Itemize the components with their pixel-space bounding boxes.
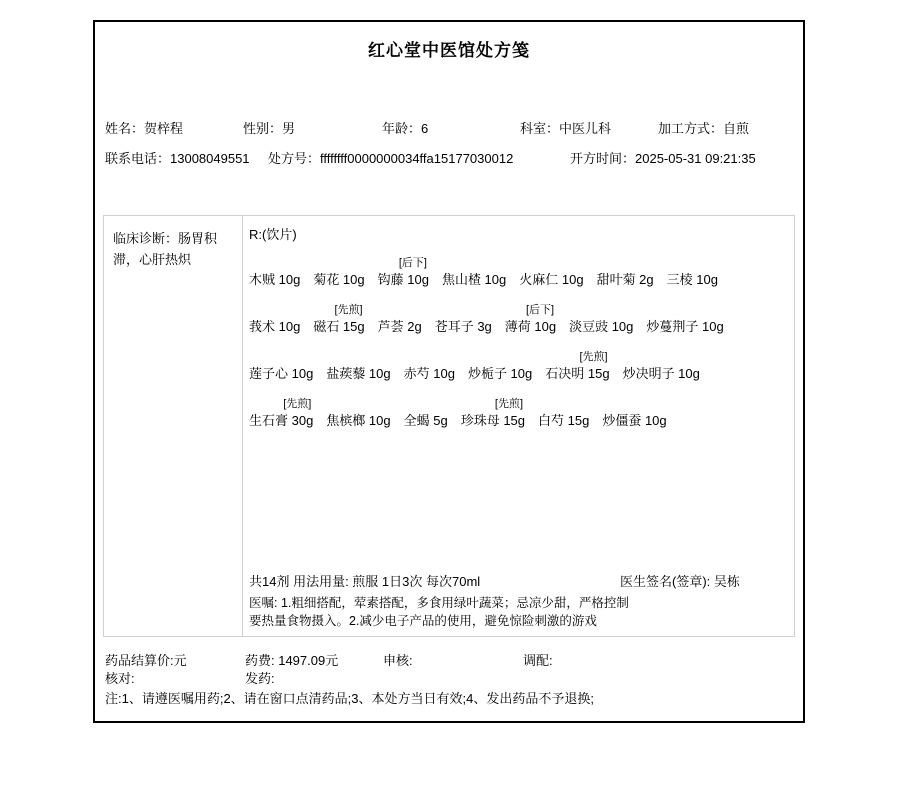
info-rx-number: 处方号：ffffffff0000000034ffa15177030012 xyxy=(268,151,514,166)
herb-item xyxy=(249,303,300,336)
herb-item xyxy=(519,256,583,289)
decoction-tag xyxy=(249,350,313,365)
herb-item xyxy=(435,303,492,336)
decoction-tag xyxy=(468,350,532,365)
decoction-tag: [后下] xyxy=(398,257,427,269)
usage-summary: 共14剂 用法用量: 煎服 1日3次 每次70ml xyxy=(249,574,481,589)
diagnosis-label: 临床诊断： xyxy=(113,231,179,246)
diagnosis-value: 肠胃积滞，心肝热炽 xyxy=(113,231,218,267)
clinical-diagnosis xyxy=(104,216,243,636)
herb-name-dose: 赤芍 10g xyxy=(403,366,455,381)
page-title: 红心堂中医馆处方笺 xyxy=(368,41,530,60)
info-issue-time: 开方时间：2025-05-31 09:21:35 xyxy=(570,151,756,166)
herb-list xyxy=(249,256,790,430)
herb-line xyxy=(249,303,790,336)
herb-name-dose: 炒栀子 10g xyxy=(467,366,533,381)
decoction-tag xyxy=(623,350,700,365)
doctor-signature-name: 吴栋 xyxy=(713,574,740,589)
rx-cell xyxy=(243,216,794,636)
herb-name-dose: 三棱 10g xyxy=(666,272,718,287)
herb-name-dose: 莪术 10g xyxy=(249,319,301,334)
medical-advice: 医嘱: 1.粗细搭配，荤素搭配，多食用绿叶蔬菜；忌凉少甜，严格控制要热量食物摄入。2.减少电子产品的使用，避免惊险刺激的游戏 xyxy=(249,596,629,628)
herb-item xyxy=(461,397,525,430)
decoction-tag xyxy=(326,397,390,412)
prescription-box xyxy=(103,215,795,637)
herb-item xyxy=(313,303,364,336)
herb-item xyxy=(538,397,589,430)
herb-name-dose: 莲子心 10g xyxy=(249,366,314,381)
prescription-sheet xyxy=(93,20,805,723)
decoction-tag xyxy=(569,303,633,318)
decoction-tag xyxy=(646,303,723,318)
herb-item xyxy=(623,350,700,383)
herb-item xyxy=(404,397,448,430)
decoction-tag: [先煎] xyxy=(283,398,312,410)
decoction-tag xyxy=(249,303,300,318)
herb-name-dose: 钩藤 10g xyxy=(377,272,429,287)
decoction-tag xyxy=(519,256,583,271)
decoction-tag xyxy=(313,256,364,271)
decoction-tag: [先煎] xyxy=(334,304,363,316)
doctor-signature xyxy=(620,573,740,591)
settle-settle-price: 药品结算价:元 xyxy=(105,653,187,668)
herb-item xyxy=(667,256,718,289)
herb-name-dose: 白芍 15g xyxy=(538,413,590,428)
herb-line xyxy=(249,256,790,289)
herb-item xyxy=(597,256,654,289)
decoction-tag xyxy=(435,303,492,318)
rx-header: R:(饮片) xyxy=(249,227,297,242)
decoction-tag: [先煎] xyxy=(494,398,524,410)
herb-item xyxy=(468,350,532,383)
herb-name-dose: 石决明 15g xyxy=(545,366,610,381)
herb-name-dose: 盐蒺藜 10g xyxy=(326,366,391,381)
doctor-signature-label: 医生签名(签章): xyxy=(620,574,711,589)
patient-info-row-2 xyxy=(105,150,797,167)
decoction-tag xyxy=(442,256,506,271)
herb-item xyxy=(378,256,429,289)
herb-item xyxy=(602,397,666,430)
herb-name-dose: 焦山楂 10g xyxy=(441,272,507,287)
settlement-row-2 xyxy=(105,670,793,688)
decoction-tag xyxy=(326,350,390,365)
decoction-tag xyxy=(404,350,455,365)
herb-item xyxy=(326,350,390,383)
decoction-tag xyxy=(597,256,654,271)
settlement-section xyxy=(105,652,793,688)
herb-item xyxy=(313,256,364,289)
herb-name-dose: 芦荟 2g xyxy=(377,319,422,334)
herb-name-dose: 苍耳子 3g xyxy=(434,319,492,334)
settle-reviewer: 申核: xyxy=(383,653,413,668)
herb-name-dose: 火麻仁 10g xyxy=(519,272,584,287)
herb-item xyxy=(249,397,313,430)
herb-item xyxy=(505,303,556,336)
herb-name-dose: 磁石 15g xyxy=(313,319,365,334)
decoction-tag: [先煎] xyxy=(579,351,608,363)
herb-name-dose: 菊花 10g xyxy=(313,272,365,287)
herb-name-dose: 焦槟榔 10g xyxy=(326,413,391,428)
info-gender: 性别：男 xyxy=(243,121,296,136)
herb-item xyxy=(249,256,300,289)
info-phone: 联系电话：13008049551 xyxy=(105,151,250,166)
herb-name-dose: 炒僵蚕 10g xyxy=(602,413,667,428)
herb-line xyxy=(249,350,790,383)
decoction-tag xyxy=(404,397,448,412)
herb-item xyxy=(249,350,313,383)
herb-name-dose: 甜叶菊 2g xyxy=(596,272,654,287)
herb-name-dose: 淡豆豉 10g xyxy=(569,319,634,334)
settle-issuer: 发药: xyxy=(245,671,275,686)
herb-name-dose: 木贼 10g xyxy=(249,272,301,287)
herb-item xyxy=(442,256,506,289)
herb-name-dose: 薄荷 10g xyxy=(504,319,557,334)
herb-line xyxy=(249,397,790,430)
herb-item xyxy=(545,350,609,383)
herb-name-dose: 全蝎 5g xyxy=(403,413,448,428)
herb-item xyxy=(404,350,455,383)
usage-block xyxy=(249,573,790,630)
decoction-tag xyxy=(378,303,422,318)
settle-dispenser: 调配: xyxy=(523,653,553,668)
settle-checker: 核对: xyxy=(105,671,135,686)
info-age: 年龄：6 xyxy=(382,121,429,136)
herb-name-dose: 炒决明子 10g xyxy=(622,366,700,381)
patient-info-row-1 xyxy=(105,120,797,137)
herb-name-dose: 生石膏 30g xyxy=(249,413,314,428)
decoction-tag xyxy=(538,397,589,412)
info-department: 科室：中医儿科 xyxy=(520,121,612,136)
info-name: 姓名：贺梓程 xyxy=(105,121,184,136)
decoction-tag xyxy=(667,256,718,271)
herb-item xyxy=(646,303,723,336)
decoction-tag: [后下] xyxy=(525,304,555,316)
footnote: 注:1、请遵医嘱用药;2、请在窗口点清药品;3、本处方当日有效;4、发出药品不予退换; xyxy=(105,691,594,706)
usage-row xyxy=(249,573,790,591)
decoction-tag xyxy=(602,397,666,412)
herb-name-dose: 炒蔓荆子 10g xyxy=(646,319,724,334)
settlement-row-1 xyxy=(105,652,793,670)
herb-item xyxy=(378,303,422,336)
decoction-tag xyxy=(249,256,300,271)
herb-name-dose: 珍珠母 15g xyxy=(460,413,526,428)
herb-item xyxy=(326,397,390,430)
settle-drug-fee: 药费: 1497.09元 xyxy=(245,653,339,668)
info-processing: 加工方式：自煎 xyxy=(658,121,750,136)
herb-item xyxy=(569,303,633,336)
